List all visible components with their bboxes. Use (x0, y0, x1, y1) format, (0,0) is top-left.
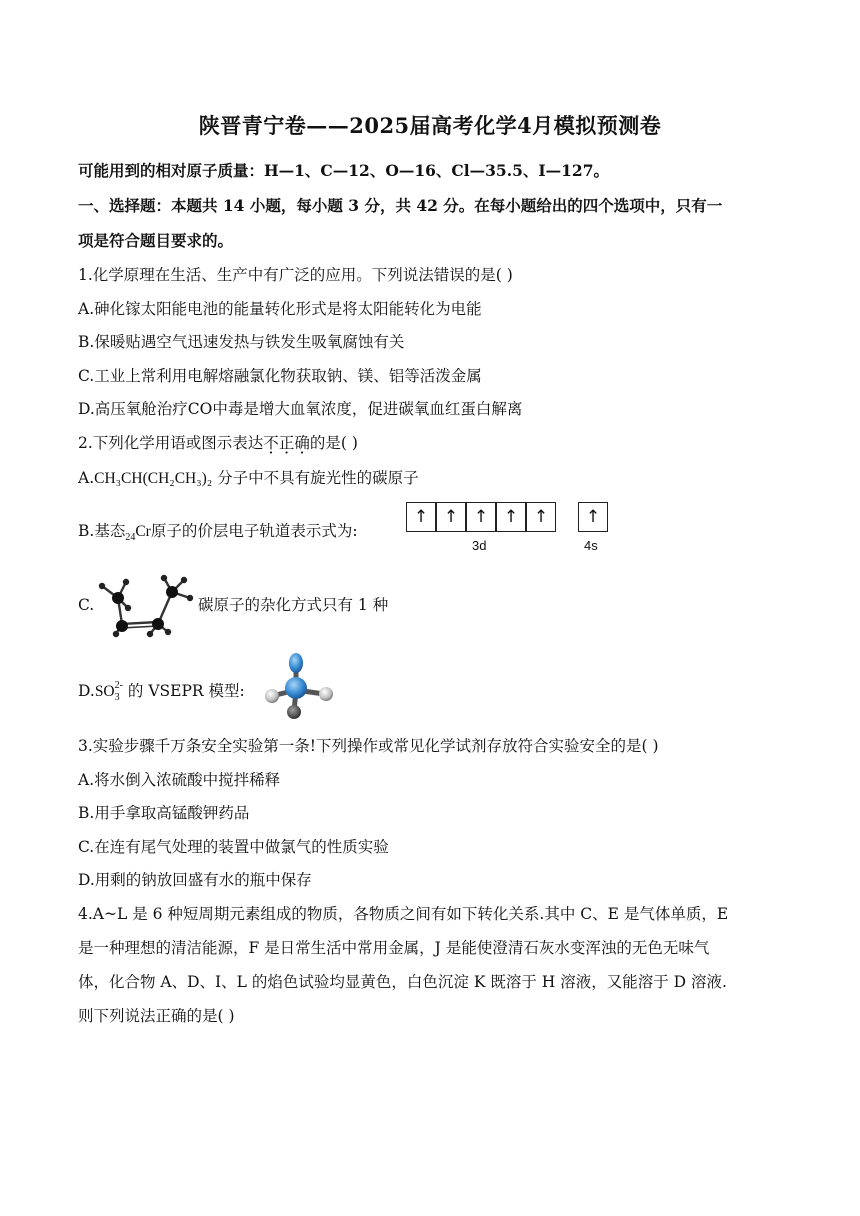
emphasis-char: 正 (278, 434, 295, 452)
q2-stem-post: 的是( ) (309, 434, 358, 452)
q2-d-label: D. (78, 682, 95, 701)
q2-b-text: 原子的价层电子轨道表示式为: (150, 522, 358, 540)
molecule-model-icon (92, 568, 200, 640)
orbital-label-4s: 4s (584, 538, 598, 553)
q4-stem-line-1: 4.A~L 是 6 种短周期元素组成的物质，各物质之间有如下转化关系.其中 C、E 是气体单质，E (78, 905, 729, 923)
emphasis-char: 确 (294, 434, 310, 452)
page-title: 陕晋青宁卷——2025届高考化学4月模拟预测卷 (198, 113, 662, 138)
q1-option-c: C.工业上常利用电解熔融氯化物获取钠、镁、铝等活泼金属 (78, 367, 482, 385)
q2-stem-emphasis (263, 434, 310, 452)
orbital-box-3d-2: ↑ (436, 502, 466, 532)
q3-option-c: C.在连有尾气处理的装置中做氯气的性质实验 (78, 838, 389, 856)
atomic-mass-note: 可能用到的相对原子质量：H—1、C—12、O—16、Cl—35.5、I—127。 (78, 161, 609, 180)
q2-b-label: B.基态 (78, 522, 126, 540)
q2-stem (78, 432, 358, 454)
section-heading-line-1: 一、选择题：本题共 14 小题，每小题 3 分，共 42 分。在每小题给出的四个选项中，只有一 (78, 196, 723, 215)
orbital-label-3d: 3d (472, 538, 487, 553)
q2-d-formula: $SO_3^{2-}$ (94, 680, 123, 704)
q3-option-b: B.用手拿取高锰酸钾药品 (78, 804, 250, 822)
section-heading-line-2: 项是符合题目要求的。 (78, 231, 234, 250)
q2-option-b (78, 520, 358, 549)
q2-b-element (125, 523, 151, 544)
q2-a-text: 分子中不具有旋光性的碳原子 (212, 469, 419, 487)
q3-option-d: D.用剩的钠放回盛有水的瓶中保存 (78, 871, 312, 889)
emphasis-char: 不 (263, 434, 279, 452)
q2-a-label: A. (78, 469, 95, 487)
orbital-box-3d-3: ↑ (466, 502, 496, 532)
q2-d-text: 的 VSEPR 模型: (122, 682, 245, 701)
q1-option-d: D.高压氧舱治疗CO中毒是增大血氧浓度，促进碳氧血红蛋白解离 (78, 400, 523, 418)
q2-option-d (78, 677, 245, 709)
q1-stem: 1.化学原理在生活、生产中有广泛的应用。下列说法错误的是( ) (78, 266, 513, 284)
q1-option-b: B.保暖贴遇空气迅速发热与铁发生吸氧腐蚀有关 (78, 333, 405, 351)
q4-stem-line-2: 是一种理想的清洁能源，F 是日常生活中常用金属，J 是能使澄清石灰水变浑浊的无色无味气 (78, 939, 710, 957)
q3-stem: 3.实验步骤千万条安全实验第一条!下列操作或常见化学试剂存放符合实验安全的是( ) (78, 737, 659, 755)
q4-stem-line-3: 体，化合物 A、D、I、L 的焰色试验均显黄色，白色沉淀 K 既溶于 H 溶液，又能溶于 D 溶液. (78, 973, 727, 991)
q1-option-a: A.砷化镓太阳能电池的能量转化形式是将太阳能转化为电能 (78, 300, 482, 318)
q2-a-formula: CH₃CH(CH₂CH₃)₂ (94, 470, 213, 487)
q2-option-a (78, 467, 419, 490)
q4-stem-line-4: 则下列说法正确的是( ) (78, 1007, 235, 1025)
q2-option-c-label: C. (78, 596, 95, 614)
q2-option-c-text: 碳原子的杂化方式只有 1 种 (198, 596, 389, 614)
cr-atomic-number: 24 (125, 532, 136, 544)
orbital-box-3d-1: ↑ (406, 502, 436, 532)
orbital-box-4s: ↑ (578, 502, 608, 532)
q2-stem-pre: 2.下列化学用语或图示表达 (78, 434, 264, 452)
q2-emph-render (263, 434, 310, 452)
orbital-box-3d-5: ↑ (526, 502, 556, 532)
orbital-box-3d-4: ↑ (496, 502, 526, 532)
cr-symbol: Cr (135, 523, 151, 540)
vsepr-model-icon (258, 650, 340, 722)
q3-option-a: A.将水倒入浓硫酸中搅拌稀释 (78, 771, 281, 789)
